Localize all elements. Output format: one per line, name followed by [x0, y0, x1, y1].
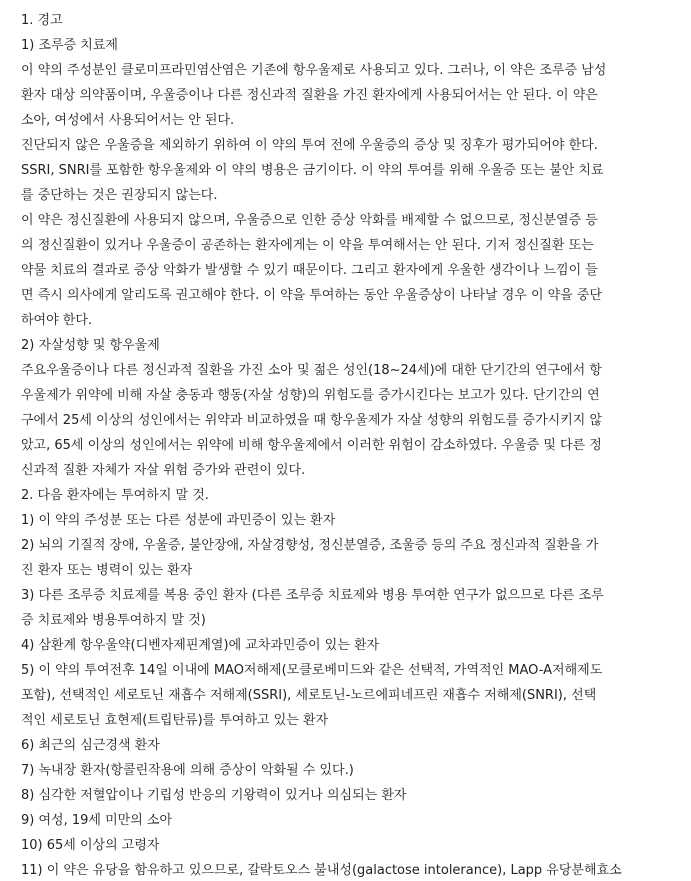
list-item-continuation: 진 환자 또는 병력이 있는 환자: [21, 563, 193, 578]
list-item-continuation: 포함), 선택적인 세로토닌 재흡수 저해제(SSRI), 세로토닌-노르에피네프린 재흡수 저해제(SNRI), 선택: [21, 688, 597, 703]
list-item: 9) 여성, 19세 미만의 소아: [21, 813, 173, 828]
list-item: 11) 이 약은 유당을 함유하고 있으므로, 갈락토오스 불내성(galactose intolerance), Lapp 유당분해효소: [21, 863, 622, 878]
list-item: 2) 뇌의 기질적 장애, 우울증, 불안장애, 자살경향성, 정신분열증, 조울증 등의 주요 정신과적 질환을 가: [21, 538, 599, 553]
paragraph-line: 이 약은 정신질환에 사용되지 않으며, 우울증으로 인한 증상 악화를 배제할 수 없으므로, 정신분열증 등: [21, 213, 598, 228]
paragraph-line: 약물 치료의 결과로 증상 악화가 발생할 수 있기 때문이다. 그리고 환자에게 우울한 생각이나 느낌이 들: [21, 263, 598, 278]
list-item: 4) 삼환계 항우울약(디벤자제핀계열)에 교차과민증이 있는 환자: [21, 638, 380, 653]
list-item-continuation: 적인 세로토닌 효현제(트립탄류)를 투여하고 있는 환자: [21, 713, 329, 728]
paragraph-line: SSRI, SNRI를 포함한 항우울제와 이 약의 병용은 금기이다. 이 약의 투여를 위해 우울증 또는 불안 치료: [21, 163, 604, 178]
paragraph-line: 신과적 질환 자체가 자살 위험 증가와 관련이 있다.: [21, 463, 306, 478]
heading-warning: 1. 경고: [21, 13, 63, 28]
paragraph-line: 진단되지 않은 우울증을 제외하기 위하여 이 약의 투여 전에 우울증의 증상 및 징후가 평가되어야 한다.: [21, 138, 598, 153]
list-item: 1) 이 약의 주성분 또는 다른 성분에 과민증이 있는 환자: [21, 513, 336, 528]
paragraph-line: 면 즉시 의사에게 알리도록 권고해야 한다. 이 약을 투여하는 동안 우울증상이 나타날 경우 이 약을 중단: [21, 288, 602, 303]
paragraph-line: 이 약의 주성분인 클로미프라민염산염은 기존에 항우울제로 사용되고 있다. 그러나, 이 약은 조루증 남성: [21, 63, 607, 78]
paragraph-line: 를 중단하는 것은 권장되지 않는다.: [21, 188, 218, 203]
list-item: 8) 심각한 저혈압이나 기립성 반응의 기왕력이 있거나 의심되는 환자: [21, 788, 407, 803]
subheading-pe-treatment: 1) 조루증 치료제: [21, 38, 118, 53]
paragraph-line: 소아, 여성에서 사용되어서는 안 된다.: [21, 113, 235, 128]
paragraph-line: 았고, 65세 이상의 성인에서는 위약에 비해 항우울제에서 이러한 위험이 감소하였다. 우울증 및 다른 정: [21, 438, 602, 453]
paragraph-line: 환자 대상 의약품이며, 우울증이나 다른 정신과적 질환을 가진 환자에게 사용되어서는 안 된다. 이 약은: [21, 88, 598, 103]
list-item: 5) 이 약의 투여전후 14일 이내에 MAO저해제(모클로베미드와 같은 선택적, 가역적인 MAO-A저해제도: [21, 663, 603, 678]
paragraph-line: 의 정신질환이 있거나 우울증이 공존하는 환자에게는 이 약을 투여해서는 안 된다. 기저 정신질환 또는: [21, 238, 594, 253]
list-item: 3) 다른 조루증 치료제를 복용 중인 환자 (다른 조루증 치료제와 병용 투여한 연구가 없으므로 다른 조루: [21, 588, 604, 603]
list-item: 7) 녹내장 환자(항콜린작용에 의해 증상이 악화될 수 있다.): [21, 763, 354, 778]
list-item: 10) 65세 이상의 고령자: [21, 838, 160, 853]
paragraph-line: 우울제가 위약에 비해 자살 충동과 행동(자살 성향)의 위험도를 증가시킨다는 보고가 있다. 단기간의 연: [21, 388, 600, 403]
paragraph-line: 구에서 25세 이상의 성인에서는 위약과 비교하였을 때 항우울제가 자살 성향의 위험도를 증가시키지 않: [21, 413, 603, 428]
paragraph-line: 하여야 한다.: [21, 313, 93, 328]
heading-contraindications: 2. 다음 환자에는 투여하지 말 것.: [21, 488, 209, 503]
subheading-suicidality: 2) 자살성향 및 항우울제: [21, 338, 160, 353]
list-item-continuation: 증 치료제와 병용투여하지 말 것): [21, 613, 206, 628]
list-item: 6) 최근의 심근경색 환자: [21, 738, 160, 753]
paragraph-line: 주요우울증이나 다른 정신과적 질환을 가진 소아 및 젊은 성인(18~24세)에 대한 단기간의 연구에서 항: [21, 363, 602, 378]
